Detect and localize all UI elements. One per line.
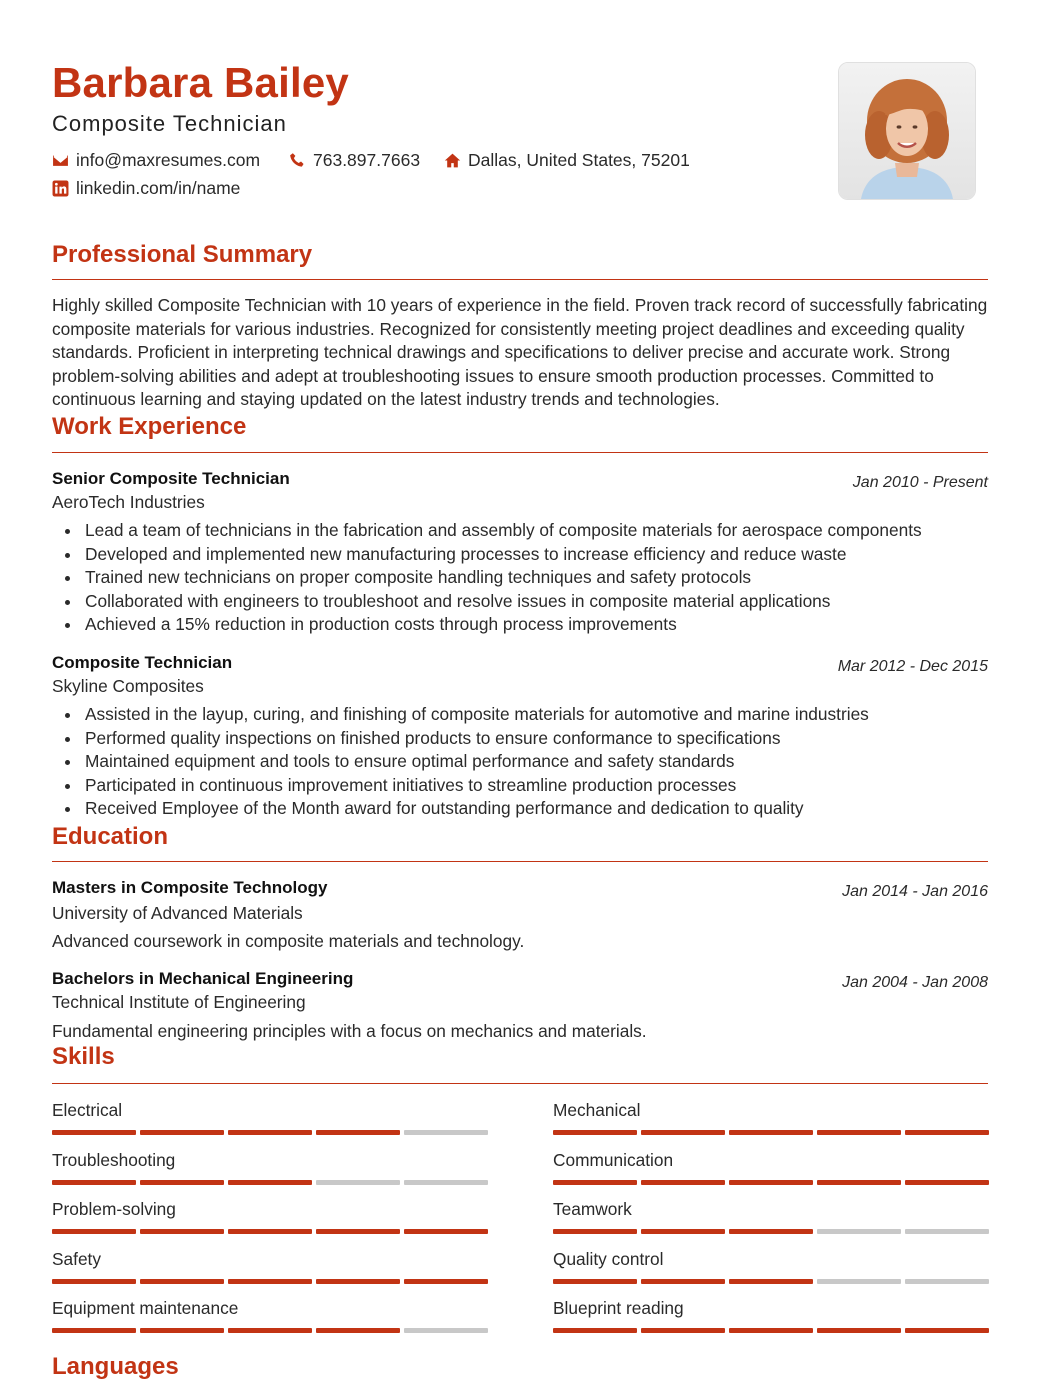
skill-level-bar [52,1328,488,1333]
skill-label: Quality control [553,1248,664,1269]
phone-text: 763.897.7663 [313,149,421,170]
skill-level-segment-filled [641,1229,725,1234]
skill-item [553,1248,989,1284]
list-item: Developed and implemented new manufacturing processes to increase efficiency and reduce waste [52,543,988,567]
skill-item [553,1198,989,1234]
skill-level-segment-filled [729,1180,813,1185]
skill-level-bar [52,1279,488,1284]
profile-photo [838,62,976,200]
job-dates: Jan 2010 - Present [852,474,988,491]
languages-heading: Languages [52,1353,179,1380]
skill-item [553,1297,989,1333]
contact-email[interactable] [52,148,260,172]
skill-label: Safety [52,1248,101,1269]
education-description: Advanced coursework in composite materials and technology. [52,931,525,951]
skill-level-segment-filled [817,1328,901,1333]
job-title: Composite Technician [52,653,233,672]
skill-item [52,1099,488,1135]
degree-title: Bachelors in Mechanical Engineering [52,969,354,988]
skill-label: Electrical [52,1100,123,1120]
linkedin-icon [52,180,69,197]
skill-level-bar [52,1180,488,1185]
list-item: Performed quality inspections on finished products to ensure conformance to specifications [52,727,988,751]
skill-level-segment-filled [404,1279,488,1284]
list-item: Assisted in the layup, curing, and finishing of composite materials for automotive and marine industries [52,703,988,727]
skills-divider [52,1083,988,1084]
skill-item [52,1297,488,1333]
skill-level-segment-empty [404,1180,488,1185]
skill-level-segment-filled [316,1328,400,1333]
education-dates: Jan 2004 - Jan 2008 [842,974,988,991]
skill-label: Blueprint reading [553,1298,684,1318]
contact-phone[interactable] [289,148,420,172]
job-company: AeroTech Industries [52,492,205,512]
experience-heading: Work Experience [52,413,247,440]
skill-level-bar [52,1229,488,1234]
skill-item [52,1198,488,1234]
skill-level-segment-filled [404,1229,488,1234]
education-heading: Education [52,823,169,850]
skill-label: Mechanical [553,1100,641,1120]
skill-level-segment-filled [905,1130,989,1135]
candidate-name: Barbara Bailey [52,59,349,106]
skill-level-segment-filled [641,1279,725,1284]
skill-level-segment-filled [228,1229,312,1234]
skill-label: Teamwork [553,1199,632,1219]
skill-level-segment-filled [52,1180,136,1185]
skill-level-segment-filled [553,1328,637,1333]
skill-label: Troubleshooting [52,1149,176,1170]
summary-text: Highly skilled Composite Technician with 10 years of experience in the field. Proven track record of successfully fabricating composite materials for various industries. Recognized for consistently meeting project deadlines and exceeding quality standards. Proficient in interpreting technical drawings and specifications to deliver precise and accurate work. Strong problem-solving abilities and adept at troubleshooting issues to ensure smooth production processes. Committed to continuous learning and staying updated on the latest industry trends and technologies. [52,295,988,410]
skill-level-segment-empty [316,1180,400,1185]
phone-icon [289,152,306,169]
skill-level-segment-filled [641,1328,725,1333]
envelope-icon [52,152,69,169]
skill-level-segment-empty [905,1279,989,1284]
skill-level-segment-filled [553,1180,637,1185]
linkedin-text: linkedin.com/in/name [76,177,241,198]
school-name: University of Advanced Materials [52,903,303,923]
skill-level-segment-filled [905,1328,989,1333]
skill-level-segment-filled [817,1130,901,1135]
skill-level-segment-filled [905,1180,989,1185]
location-text: Dallas, United States, 75201 [468,149,690,170]
skill-level-segment-filled [316,1130,400,1135]
skill-level-segment-filled [52,1130,136,1135]
education-description: Fundamental engineering principles with a focus on mechanics and materials. [52,1021,647,1041]
skill-item [52,1248,488,1284]
skill-level-segment-filled [140,1130,224,1135]
contact-location [444,148,690,172]
skill-level-segment-empty [404,1130,488,1135]
skill-level-segment-filled [729,1279,813,1284]
skill-level-segment-filled [140,1328,224,1333]
skill-level-segment-filled [553,1130,637,1135]
skill-level-segment-filled [52,1279,136,1284]
email-text: info@maxresumes.com [76,149,261,170]
skills-heading: Skills [52,1043,115,1070]
degree-title: Masters in Composite Technology [52,878,328,897]
skill-level-bar [553,1279,989,1284]
skill-level-segment-filled [140,1180,224,1185]
skill-level-segment-filled [729,1229,813,1234]
summary-divider [52,279,988,280]
job-bullets [52,703,988,821]
summary-heading: Professional Summary [52,241,313,268]
skill-level-segment-filled [52,1229,136,1234]
skill-level-bar [553,1130,989,1135]
list-item: Collaborated with engineers to troubleshoot and resolve issues in composite material applications [52,590,988,614]
experience-divider [52,452,988,453]
skill-level-segment-filled [641,1180,725,1185]
skill-level-segment-filled [729,1130,813,1135]
skill-level-segment-filled [228,1130,312,1135]
skill-level-segment-empty [404,1328,488,1333]
skill-level-segment-filled [316,1279,400,1284]
skill-label: Equipment maintenance [52,1298,239,1318]
skill-level-segment-empty [905,1229,989,1234]
list-item: Maintained equipment and tools to ensure optimal performance and safety standards [52,750,988,774]
skill-level-segment-filled [729,1328,813,1333]
skill-level-segment-empty [817,1279,901,1284]
skill-item [553,1099,989,1135]
skill-item [52,1149,488,1185]
education-divider [52,861,988,862]
list-item: Lead a team of technicians in the fabrication and assembly of composite materials for aerospace components [52,519,988,543]
skill-level-segment-filled [316,1229,400,1234]
skill-label: Problem-solving [52,1199,176,1219]
education-dates: Jan 2014 - Jan 2016 [842,883,988,900]
skill-level-segment-filled [228,1279,312,1284]
job-bullets [52,519,988,637]
school-name: Technical Institute of Engineering [52,992,306,1012]
skill-item [553,1149,989,1185]
skill-level-segment-filled [641,1130,725,1135]
skill-level-segment-empty [817,1229,901,1234]
skill-level-bar [553,1328,989,1333]
skill-level-segment-filled [140,1229,224,1234]
list-item: Received Employee of the Month award for outstanding performance and dedication to quality [52,797,988,821]
job-title: Senior Composite Technician [52,469,290,488]
list-item: Participated in continuous improvement initiatives to streamline production processes [52,774,988,798]
contact-linkedin[interactable] [52,176,240,200]
skill-level-segment-filled [228,1328,312,1333]
skill-level-segment-filled [140,1279,224,1284]
skill-level-segment-filled [817,1180,901,1185]
skill-level-bar [553,1180,989,1185]
skill-level-bar [52,1130,488,1135]
job-company: Skyline Composites [52,676,204,696]
list-item: Achieved a 15% reduction in production costs through process improvements [52,613,988,637]
home-icon [444,152,461,169]
candidate-title: Composite Technician [52,111,287,136]
skill-level-bar [553,1229,989,1234]
skill-level-segment-filled [52,1328,136,1333]
list-item: Trained new technicians on proper composite handling techniques and safety protocols [52,566,988,590]
skill-level-segment-filled [553,1229,637,1234]
skill-level-segment-filled [553,1279,637,1284]
job-dates: Mar 2012 - Dec 2015 [837,658,988,675]
skill-level-segment-filled [228,1180,312,1185]
skill-label: Communication [553,1149,674,1170]
